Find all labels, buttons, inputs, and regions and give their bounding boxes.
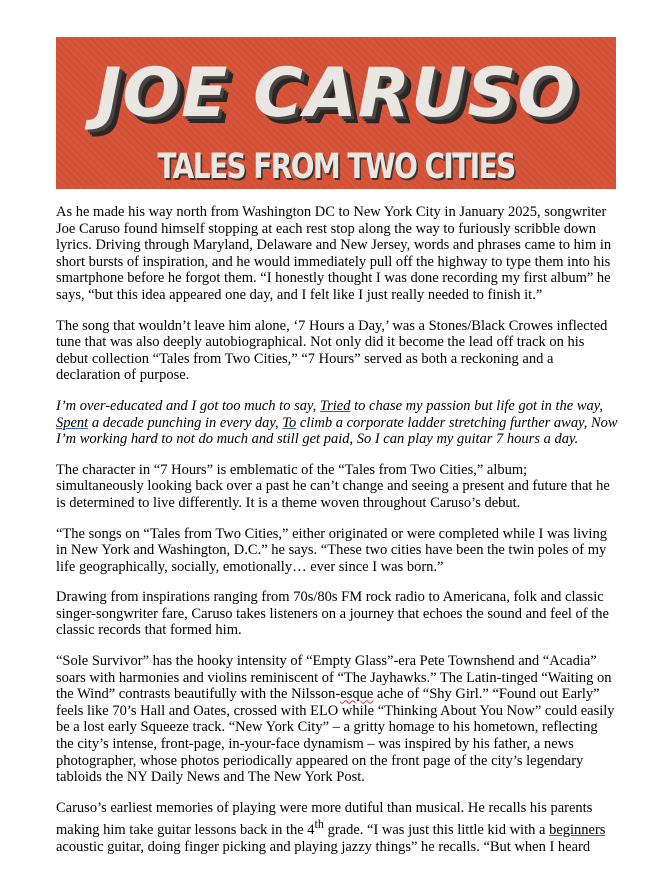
text-part: acoustic guitar, doing finger picking and playing jazzy things” he recalls. “But when I heard: [56, 838, 591, 855]
paragraph-7: [56, 653, 618, 786]
paragraph-6: Drawing from inspirations ranging from 70s/80s FM rock radio to Americana, folk and classic singer-songwriter fare, Caruso takes listeners on a journey that echoes the sound and feel of the classic records that formed him.: [56, 589, 609, 639]
spellcheck-word-esque: esque: [340, 686, 374, 703]
lyric-part: a decade punching in every day,: [88, 414, 283, 431]
lyric-word-tried: Tried: [319, 397, 351, 414]
banner-title: JOE CARUSO: [95, 54, 577, 133]
paragraph-4: The character in “7 Hours” is emblematic of the “Tales from Two Cities,” album; simultaneously looking back over a past he can’t change and seeing a present and future that he is determined to live differently. It is a theme woven throughout Caruso’s debut.: [56, 461, 610, 511]
lyric-quote: [56, 398, 618, 448]
lyric-word-spent: Spent: [56, 414, 89, 431]
lyric-part: I’m over-educated and I got too much to say,: [56, 397, 320, 414]
lyric-word-to: To: [282, 414, 297, 431]
header-banner: [56, 37, 616, 189]
text-part: “Sole Survivor” has the hooky intensity of “Empty Glass”-era Pete Townshend and “Acadia” soars with harmonies and violins reminiscent of “The Jayhawks.” The Latin-tinged “Waiting on the Wind” contrasts beautifully with the Nilsson-: [56, 653, 612, 703]
text-part: ache of “Shy Girl.” “Found out Early” feels like 70’s Hall and Oates, crossed with ELO while “Thinking About You Now” could easily be a lost early Squeeze track. “New York City” – a gritty homage to his hometown, reflecting the city’s intense, front-page, in-your-face dynamism – was inspired by his father, a news photographer, whose photos periodically appeared on the front page of the city’s legendary tabloids the NY Daily News and The New York Post.: [56, 686, 615, 786]
paragraph-2: The song that wouldn’t leave him alone, ‘7 Hours a Day,’ was a Stones/Black Crowes inflected tune that was also deeply autobiographical. Not only did it become the lead off track on his debut collection “Tales from Two Cities,” “7 Hours” served as both a reckoning and a declaration of purpose.: [56, 317, 608, 384]
text-part: grade. “I was just this little kid with a: [323, 822, 550, 839]
lyric-part: to chase my passion but life got in the way,: [350, 397, 604, 414]
paragraph-8: [56, 800, 618, 856]
underlined-word-beginners: beginners: [549, 822, 606, 839]
lyric-part: climb a corporate ladder stretching further away, Now I’m working hard to not do much and still get paid, So I can play my guitar 7 hours a day.: [56, 414, 618, 448]
text-part: Caruso’s earliest memories of playing were more dutiful than musical. He recalls his parents making him take guitar lessons back in the 4: [56, 799, 593, 839]
article-body: [56, 204, 618, 869]
banner-subtitle: TALES FROM TWO CITIES: [157, 147, 515, 187]
superscript-th: th: [314, 817, 324, 832]
paragraph-5: “The songs on “Tales from Two Cities,” either originated or were completed while I was living in New York and Washington, D.C.” he says. “These two cities have been the twin poles of my life geographically, socially, emotionally… ever since I was born.”: [56, 525, 607, 575]
paragraph-1: As he made his way north from Washington DC to New York City in January 2025, songwriter Joe Caruso found himself stopping at each rest stop along the way to furiously scribble down lyrics. Driving through Maryland, Delaware and New Jersey, words and phrases came to him in short bursts of inspiration, and he would immediately pull off the highway to type them into his smartphone before he forgot them. “I honestly thought I was done recording my first album” he says, “but this idea appeared one day, and I felt like I just really needed to finish it.”: [56, 204, 612, 303]
